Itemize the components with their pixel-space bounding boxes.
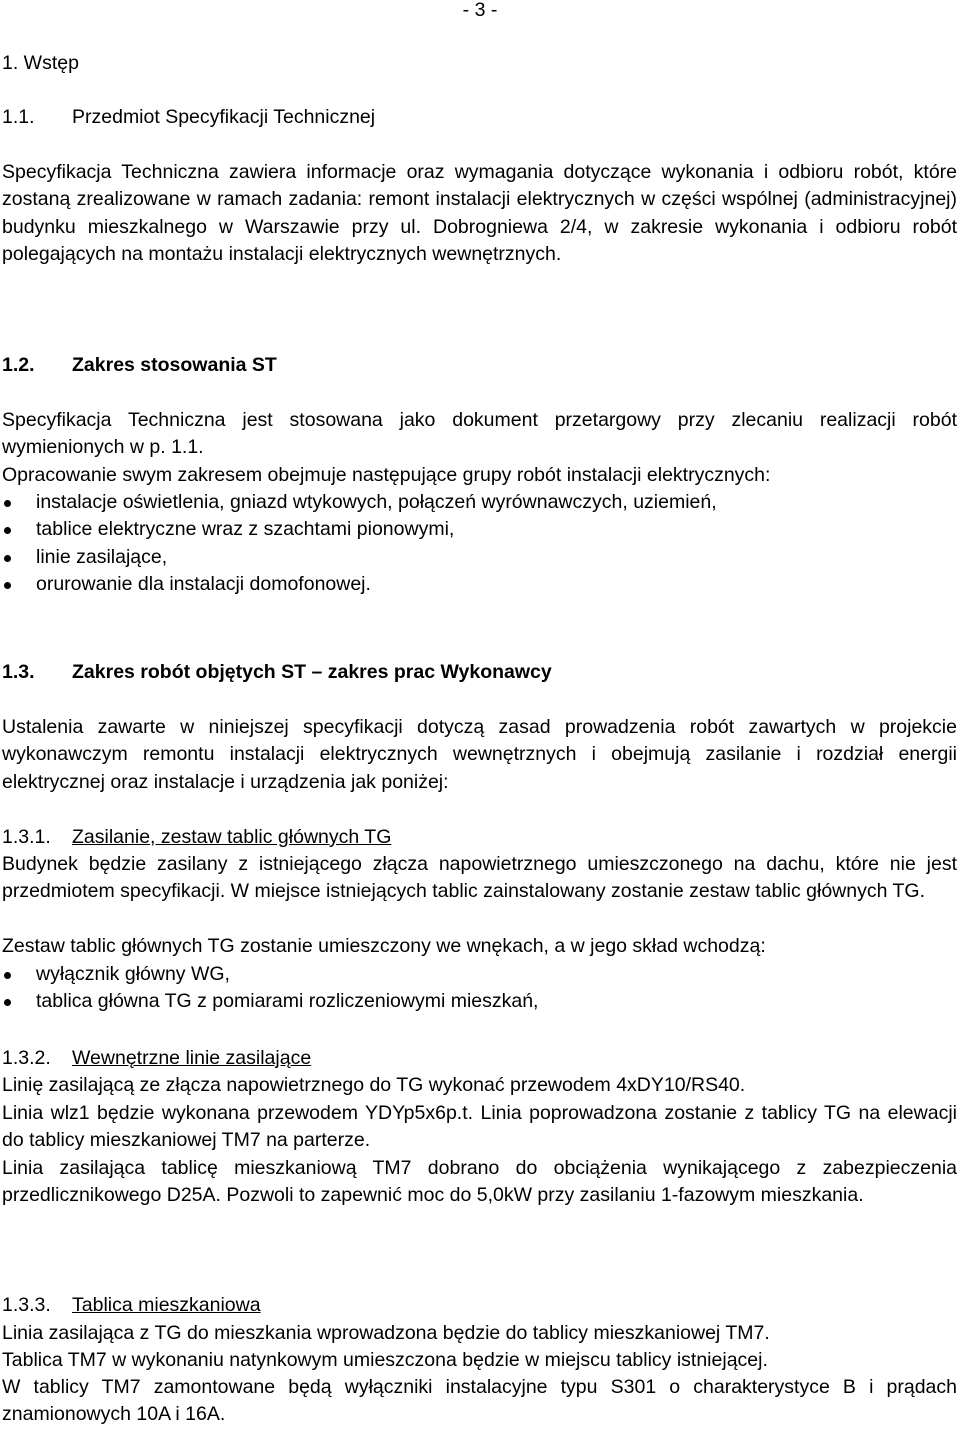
list-item: linie zasilające,	[2, 544, 957, 571]
paragraph-1-3-2-c: Linia zasilająca tablicę mieszkaniową TM7 dobrano do obciążenia wynikającego z zabezpieczenia przedlicznikowego D25A. Pozwoli to zapewnić moc do 5,0kW przy zasilaniu 1-fazowym mieszkania.	[2, 1157, 957, 1207]
heading-1-3-1: 1.3.1. Zasilanie, zestaw tablic głównych TG	[2, 826, 392, 848]
paragraph-1-2-intro: Opracowanie swym zakresem obejmuje następujące grupy robót instalacji elektrycznych:	[2, 464, 771, 486]
heading-1-2: 1.2. Zakres stosowania ST	[2, 354, 277, 376]
list-item: instalacje oświetlenia, gniazd wtykowych, połączeń wyrównawczych, uziemień,	[2, 489, 957, 516]
paragraph-1-3-1-a: Budynek będzie zasilany z istniejącego złącza napowietrznego umieszczonego na dachu, które nie jest przedmiotem specyfikacji. W miejsce istniejących tablic zainstalowany zostanie zestaw tablic głównych TG.	[2, 853, 957, 903]
page-number: - 3 -	[462, 0, 498, 21]
heading-1-3-3: 1.3.3. Tablica mieszkaniowa	[2, 1294, 261, 1316]
heading-1: 1. Wstęp	[2, 52, 79, 74]
paragraph-1-3: Ustalenia zawarte w niniejszej specyfikacji dotyczą zasad prowadzenia robót zawartych w projekcie wykonawczym remontu instalacji elektrycznych wewnętrznych i obejmują zasilanie i rozdział energii elektrycznej oraz instalacje i urządzenia jak poniżej:	[2, 716, 957, 793]
bullet-list-1-3-1	[2, 961, 957, 1016]
paragraph-1-1: Specyfikacja Techniczna zawiera informacje oraz wymagania dotyczące wykonania i odbioru robót, które zostaną zrealizowane w ramach zadania: remont instalacji elektrycznych w części wspólnej (administracyjnej) budynku mieszkalnego w Warszawie przy ul. Dobrogniewa 2/4, w zakresie wykonania i odbioru robót polegających na montażu instalacji elektrycznych wewnętrznych.	[2, 161, 957, 265]
paragraph-1-3-2-a: Linię zasilającą ze złącza napowietrznego do TG wykonać przewodem 4xDY10/RS40.	[2, 1074, 746, 1096]
heading-1-3: 1.3. Zakres robót objętych ST – zakres prac Wykonawcy	[2, 661, 552, 683]
paragraph-1-3-3-a: Linia zasilająca z TG do mieszkania wprowadzona będzie do tablicy mieszkaniowej TM7.	[2, 1322, 770, 1344]
heading-1-1: 1.1. Przedmiot Specyfikacji Technicznej	[2, 106, 376, 128]
bullet-list-1-2	[2, 489, 957, 598]
paragraph-1-3-2-b: Linia wlz1 będzie wykonana przewodem YDYp5x6p.t. Linia poprowadzona zostanie z tablicy TG na elewacji do tablicy mieszkaniowej TM7 na parterze.	[2, 1102, 957, 1152]
list-item: tablica główna TG z pomiarami rozliczeniowymi mieszkań,	[2, 988, 957, 1015]
heading-1-3-2: 1.3.2. Wewnętrzne linie zasilające	[2, 1047, 312, 1069]
paragraph-1-3-3-c: W tablicy TM7 zamontowane będą wyłączniki instalacyjne typu S301 o charakterystyce B i prądach znamionowych 10A i 16A.	[2, 1376, 957, 1426]
list-item: tablice elektryczne wraz z szachtami pionowymi,	[2, 516, 957, 543]
list-item: orurowanie dla instalacji domofonowej.	[2, 571, 957, 598]
list-item: wyłącznik główny WG,	[2, 961, 957, 988]
paragraph-1-3-3-b: Tablica TM7 w wykonaniu natynkowym umieszczona będzie w miejscu tablicy istniejącej.	[2, 1349, 768, 1371]
paragraph-1-2: Specyfikacja Techniczna jest stosowana jako dokument przetargowy przy zlecaniu realizacji robót wymienionych w p. 1.1.	[2, 409, 957, 459]
paragraph-1-3-1-b: Zestaw tablic głównych TG zostanie umieszczony we wnękach, a w jego skład wchodzą:	[2, 935, 766, 957]
